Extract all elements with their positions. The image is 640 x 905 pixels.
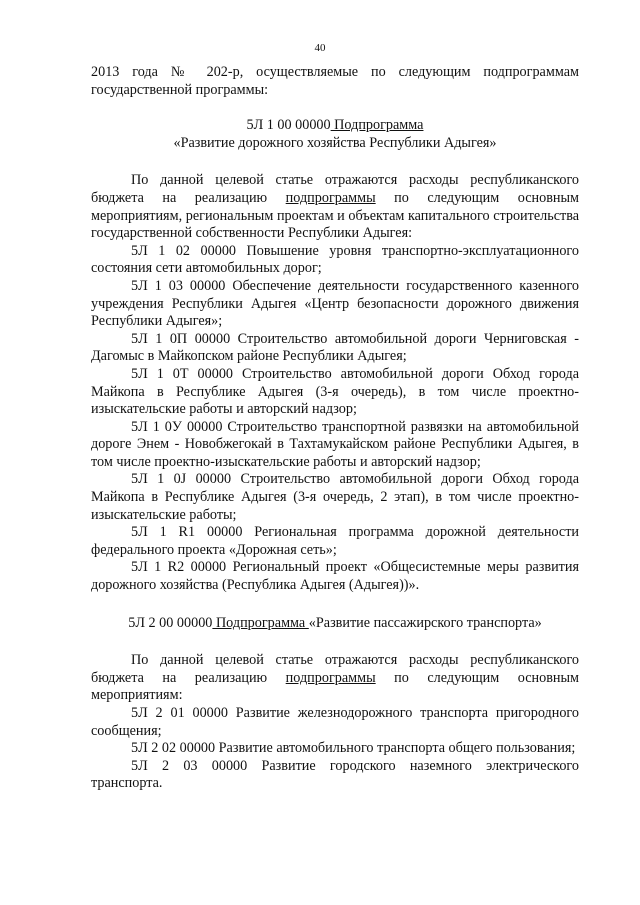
section2-title: «Развитие пассажирского транспорта»: [308, 614, 542, 631]
page-number: 40: [314, 42, 326, 54]
section1-item: 5Л 1 0Т 00000 Строительство автомобильной дороги Обход города Майкопа в Республике Адыгея (3-я очередь), в том числе проектно-изыскательские работы и авторский надзор;: [91, 365, 579, 418]
section1-desc-link[interactable]: подпрограммы: [285, 189, 376, 206]
section1-title: «Развитие дорожного хозяйства Республики Адыгея»: [173, 134, 497, 151]
section1-item: 5Л 1 0П 00000 Строительство автомобильной дороги Черниговская - Дагомыс в Майкопском районе Республики Адыгея;: [91, 330, 579, 365]
section1-item: 5Л 1 R2 00000 Региональный проект «Общесистемные меры развития дорожного хозяйства (Республика Адыгея (Адыгея))».: [91, 559, 579, 594]
section1-subprogram-link[interactable]: Подпрограмма: [330, 117, 424, 134]
section2-subprogram-link[interactable]: Подпрограмма: [212, 614, 309, 631]
section1-item: 5Л 1 02 00000 Повышение уровня транспортно-эксплуатационного состояния сети автомобильных дорог;: [91, 242, 579, 277]
intro-paragraph: 2013 года № 202-р, осуществляемые по следующим подпрограммам государственной программы:: [91, 64, 579, 98]
document-body: [91, 64, 579, 793]
section1-item: 5Л 1 0J 00000 Строительство автомобильной дороги Обход города Майкопа в Республике Адыгея (3-я очередь, 2 этап), в том числе проектно-изыскательские работы;: [91, 471, 579, 523]
section1-description: По данной целевой статье отражаются расходы республиканского бюджета на реализацию подпрограммы по следующим основным мероприятиям, региональным проектам и объектам капитального строительства государственной собственности Республики Адыгея:: [91, 172, 579, 242]
section1-item: 5Л 1 03 00000 Обеспечение деятельности государственного казенного учреждения Республики Адыгея «Центр безопасности дорожного движения Республики Адыгея»;: [91, 277, 579, 330]
section1-item: 5Л 1 R1 00000 Региональная программа дорожной деятельности федерального проекта «Дорожная сеть»;: [91, 524, 579, 558]
section2-desc-link[interactable]: подпрограммы: [285, 669, 376, 686]
section2-item: 5Л 2 03 00000 Развитие городского наземного электрического транспорта.: [91, 757, 579, 792]
section2-item: 5Л 2 01 00000 Развитие железнодорожного транспорта пригородного сообщения;: [91, 705, 579, 739]
section2-heading: [91, 615, 579, 633]
section2-description: По данной целевой статье отражаются расходы республиканского бюджета на реализацию подпрограммы по следующим основным мероприятиям:: [91, 652, 579, 704]
section2-item: 5Л 2 02 00000 Развитие автомобильного транспорта общего пользования;: [131, 740, 576, 757]
section1-heading: [91, 117, 579, 152]
section1-item: 5Л 1 0У 00000 Строительство транспортной развязки на автомобильной дороге Энем - Новобжегокай в Тахтамукайском районе Республики Адыгея, в том числе проектно-изыскательские работы и авторский надзор;: [91, 418, 579, 470]
section2-code: 5Л 2 00 00000: [128, 614, 213, 631]
section1-code: 5Л 1 00 00000: [246, 117, 331, 134]
